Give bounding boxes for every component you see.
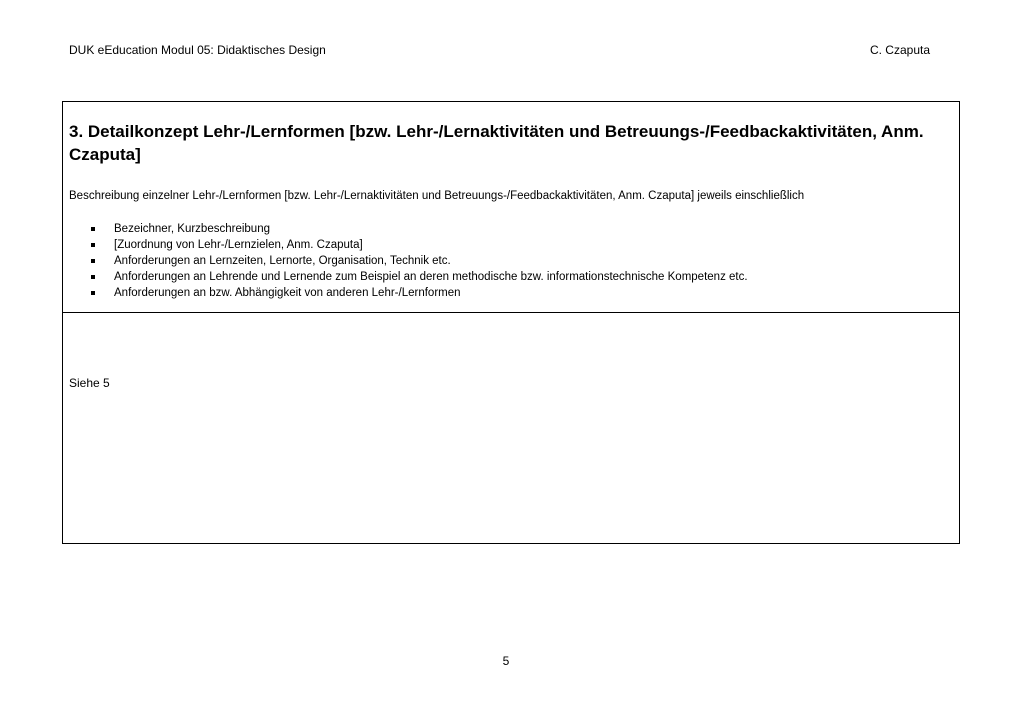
list-item-text: Bezeichner, Kurzbeschreibung	[114, 223, 270, 235]
bullet-icon	[91, 275, 95, 279]
bullet-icon	[91, 243, 95, 247]
list-item-text: Anforderungen an Lernzeiten, Lernorte, Organisation, Technik etc.	[114, 255, 451, 267]
section-description-cell	[63, 102, 959, 313]
list-item-text: Anforderungen an Lehrende und Lernende zum Beispiel an deren methodische bzw. informationstechnische Kompetenz etc.	[114, 271, 748, 283]
content-table	[62, 101, 960, 544]
list-item-text: [Zuordnung von Lehr-/Lernzielen, Anm. Czaputa]	[114, 239, 363, 251]
header-author: C. Czaputa	[869, 43, 930, 57]
bullet-icon	[91, 259, 95, 263]
bullet-icon	[91, 227, 95, 231]
section-intro: Beschreibung einzelner Lehr-/Lernformen [bzw. Lehr-/Lernaktivitäten und Betreuungs-/Feedbackaktivitäten, Anm. Czaputa] jeweils einschließlich	[69, 190, 805, 202]
header-document-title: DUK eEducation Modul 05: Didaktisches Design	[69, 43, 326, 57]
list-item-text: Anforderungen an bzw. Abhängigkeit von anderen Lehr-/Lernformen	[114, 287, 461, 299]
page-number: 5	[502, 654, 510, 668]
bullet-icon	[91, 291, 95, 295]
section-answer: Siehe 5	[69, 376, 110, 390]
section-title: 3. Detailkonzept Lehr-/Lernformen [bzw. Lehr-/Lernaktivitäten und Betreuungs-/Feedbackaktivitäten, Anm. Czaputa]	[69, 122, 924, 164]
